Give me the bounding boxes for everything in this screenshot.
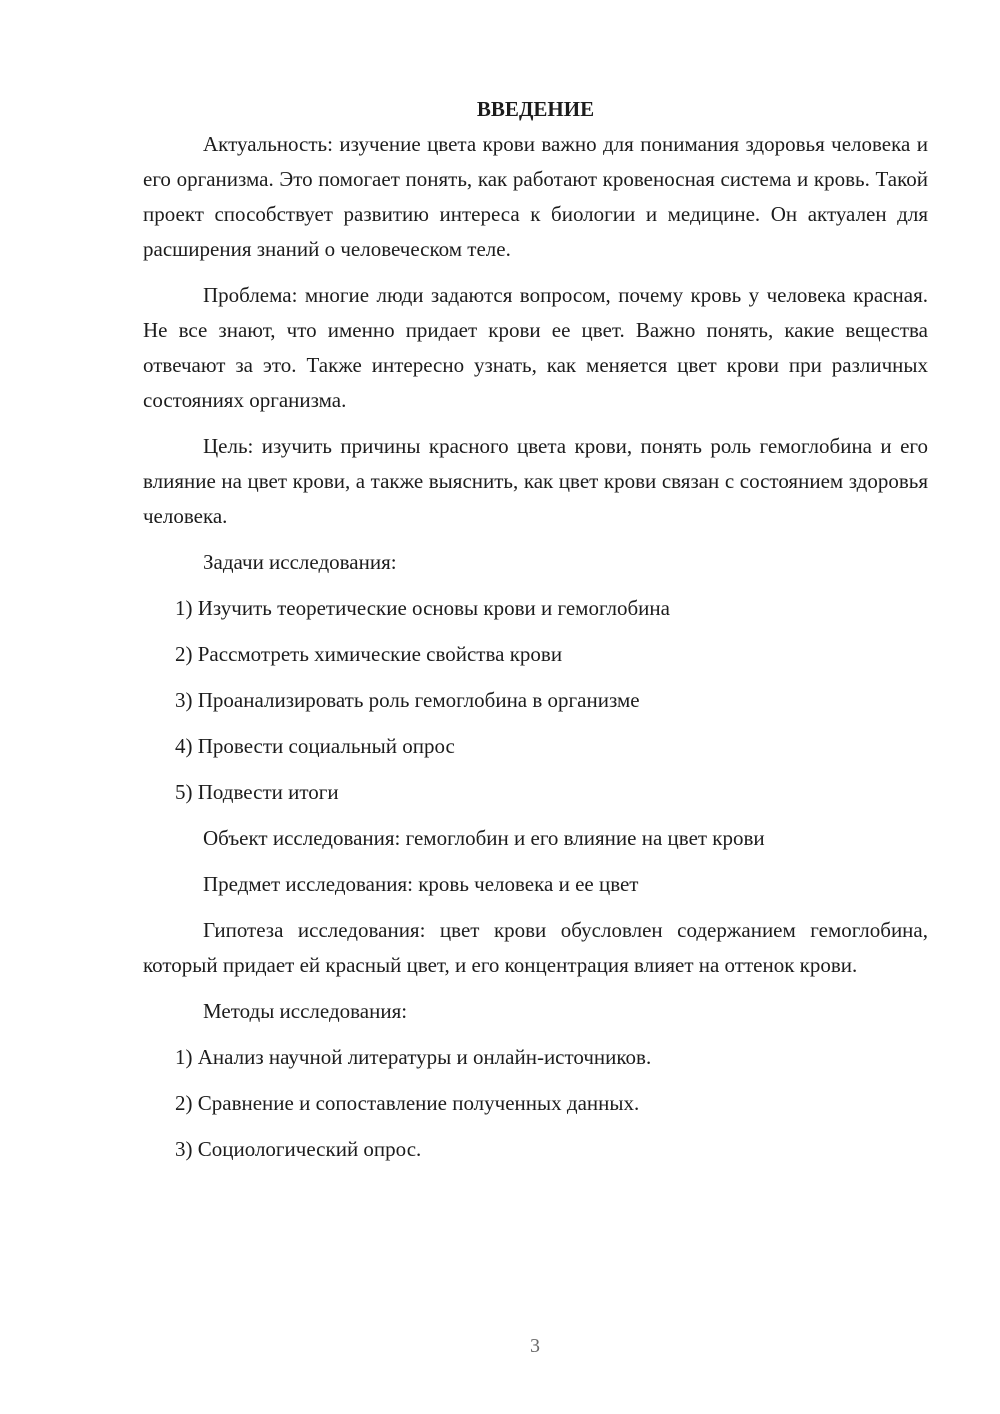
task-item: 5) Подвести итоги (175, 780, 339, 804)
page-content (143, 92, 928, 1167)
page-title: ВВЕДЕНИЕ (476, 97, 595, 121)
problem-paragraph: Проблема: многие люди задаются вопросом, почему кровь у человека красная. Не все знают, что именно придает крови ее цвет. Важно понять, какие вещества отвечают за это. Также интересно узнать, как меняется цвет крови при различных состояниях организма. (143, 283, 928, 412)
research-subject: Предмет исследования: кровь человека и ее цвет (203, 872, 639, 896)
task-item: 1) Изучить теоретические основы крови и гемоглобина (175, 596, 670, 620)
method-item: 3) Социологический опрос. (175, 1137, 422, 1161)
task-item: 3) Проанализировать роль гемоглобина в организме (175, 688, 640, 712)
goal-paragraph: Цель: изучить причины красного цвета крови, понять роль гемоглобина и его влияние на цвет крови, а также выяснить, как цвет крови связан с состоянием здоровья человека. (143, 434, 928, 528)
hypothesis-paragraph: Гипотеза исследования: цвет крови обусловлен содержанием гемоглобина, который придает ей красный цвет, и его концентрация влияет на оттенок крови. (143, 918, 928, 977)
relevance-paragraph: Актуальность: изучение цвета крови важно для понимания здоровья человека и его организма. Это помогает понять, как работают кровеносная система и кровь. Такой проект способствует развитию интереса к биологии и медицине. Он актуален для расширения знаний о человеческом теле. (143, 132, 928, 261)
research-object: Объект исследования: гемоглобин и его влияние на цвет крови (203, 826, 765, 850)
task-item: 2) Рассмотреть химические свойства крови (175, 642, 563, 666)
tasks-heading: Задачи исследования: (203, 550, 397, 574)
task-item: 4) Провести социальный опрос (175, 734, 455, 758)
methods-heading: Методы исследования: (203, 999, 408, 1023)
method-item: 2) Сравнение и сопоставление полученных данных. (175, 1091, 640, 1115)
method-item: 1) Анализ научной литературы и онлайн-источников. (175, 1045, 652, 1069)
page-number: 3 (530, 1335, 540, 1357)
